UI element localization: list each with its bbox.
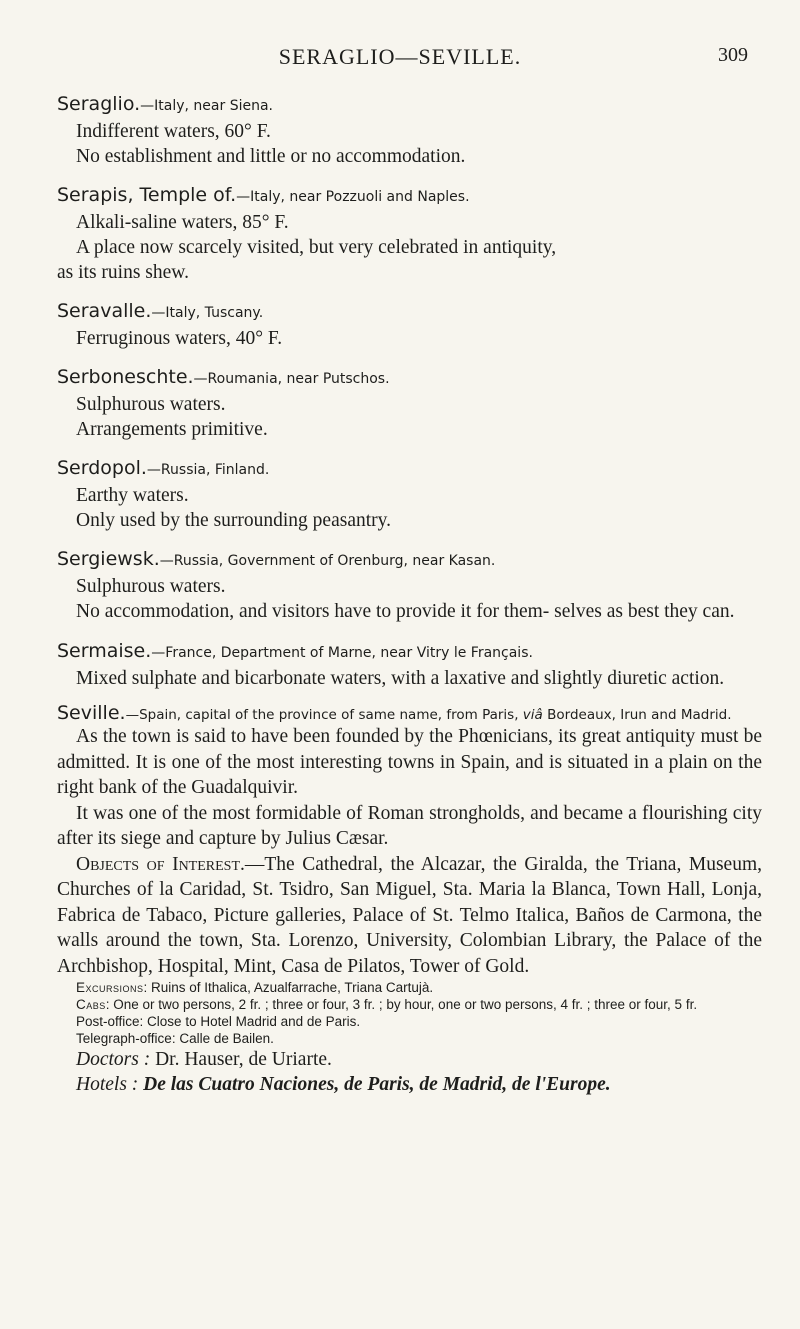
entry-name: Serdopol. [57,457,147,479]
objects-label: Objects of Interest. [76,853,245,875]
entry-location: —Russia, Government of Orenburg, near Kasan. [159,553,496,569]
entry-heading [57,639,762,666]
entry-location: —Italy, near Pozzuoli and Naples. [236,189,470,205]
entry-serapis [57,183,762,285]
entry-line: as its ruins shew. [57,262,189,283]
entry-serdopol [57,456,762,533]
entry-location: —Russia, Finland. [146,462,270,478]
running-head: SERAGLIO—SEVILLE. [278,44,522,69]
entry-location: —France, Department of Marne, near Vitry le Français. [151,644,533,661]
doctors-label: Doctors : [76,1049,151,1070]
entry-line: Only used by the surrounding peasantry. [76,510,392,531]
entry-heading [57,365,762,392]
entry-name: Sergiewsk. [57,548,160,570]
entry-name: Seville. [57,702,126,724]
entry-line: Arrangements primitive. [76,419,268,440]
excursions-label: Excursions [76,980,144,995]
entry-heading [57,547,762,574]
entry-location: —Spain, capital of the province of same name, from Paris, [125,707,519,723]
seville-roman-paragraph: It was one of the most formidable of Roman strongholds, and became a flourishing city after its siege and capture by Julius Cæsar. [57,802,762,849]
seville-history-paragraph: As the town is said to have been founded by the Phœnicians, its great antiquity must be admitted. It is one of the most interesting towns in Spain, and is situated in a plain on the right bank of the Guadalquivir. [57,726,762,798]
entry-paragraph: Mixed sulphate and bicarbonate waters, with a laxative and slightly diuretic action. [76,667,725,689]
entry-name: Serboneschte. [57,366,194,388]
entry-name: Seraglio. [57,93,141,115]
telegraph-label: Telegraph-office [76,1031,172,1046]
entry-serboneschte [57,365,762,442]
objects-of-interest [57,852,762,980]
objects-text: —The Cathedral, the Alcazar, the Giralda, the Triana, Museum, Churches of la Caridad, St. Tsidro, San Miguel, Sta. Maria la Blanca, Town Hall, Lonja, Fabrica de Tabaco, Picture galleries, Palace of St. Telmo Italica, Baños de Carmona, the walls around the town, Sta. Lorenzo, University, Colombian Library, the Palace of the Archbishop, Hospital, Mint, Casa de Pilatos, Tower of Gold. [57,853,762,977]
hotels-text: De las Cuatro Naciones, de Paris, de Madrid, de l'Europe. [143,1074,611,1095]
entry-line: A place now scarcely visited, but very celebrated in antiquity, [76,237,557,258]
entry-location-via: viâ [522,707,543,723]
entry-seravalle [57,299,762,351]
entry-name: Seravalle. [57,300,152,322]
telegraph-text: : Calle de Bailen. [171,1031,274,1046]
hotels-label: Hotels : [76,1074,139,1095]
post-office-line [57,1013,762,1030]
entry-location-route: Bordeaux, Irun and Madrid. [547,707,732,723]
post-office-text: : Close to Hotel Madrid and de Paris. [139,1014,361,1029]
doctors-line [57,1047,762,1072]
entry-line: Ferruginous waters, 40° F. [76,328,283,349]
entry-heading [57,456,762,483]
entry-name: Serapis, Temple of. [57,184,237,206]
entry-heading [57,299,762,326]
entry-line: Indifferent waters, 60° F. [76,121,271,142]
entry-heading [57,183,762,210]
cabs-line [57,996,762,1013]
cabs-label: Cabs [76,997,106,1012]
entry-sergiewsk [57,547,762,625]
entry-line: Sulphurous waters. [76,394,226,415]
entry-line: Alkali-saline waters, 85° F. [76,212,289,233]
excursions-text: : Ruins of Ithalica, Azualfarrache, Triana Cartujà. [143,980,434,995]
doctors-text: Dr. Hauser, de Uriarte. [155,1049,332,1070]
entry-location: —Italy, Tuscany. [151,305,264,321]
post-office-label: Post-office [76,1014,140,1029]
entry-location: —Italy, near Siena. [140,98,273,114]
entry-heading [57,92,762,119]
telegraph-line [57,1030,762,1047]
entry-seraglio [57,92,762,169]
excursions-line [57,979,762,996]
entry-line: Sulphurous waters. [76,576,226,597]
entry-name: Sermaise. [57,639,152,662]
entry-sermaise [57,639,762,692]
gazetteer-entries [57,92,762,1112]
entry-paragraph: No accommodation, and visitors have to provide it for them- selves as best they can. [76,601,735,622]
entry-seville [57,702,762,1098]
entry-line: No establishment and little or no accommodation. [76,146,466,167]
entry-location: —Roumania, near Putschos. [193,371,390,387]
entry-heading [57,702,762,724]
page-number: 309 [718,44,748,66]
cabs-text: : One or two persons, 2 fr. ; three or four, 3 fr. ; by hour, one or two persons, 4 fr. ; three or four, 5 fr. [105,997,698,1012]
entry-line: Earthy waters. [76,485,189,506]
hotels-line [57,1072,762,1098]
